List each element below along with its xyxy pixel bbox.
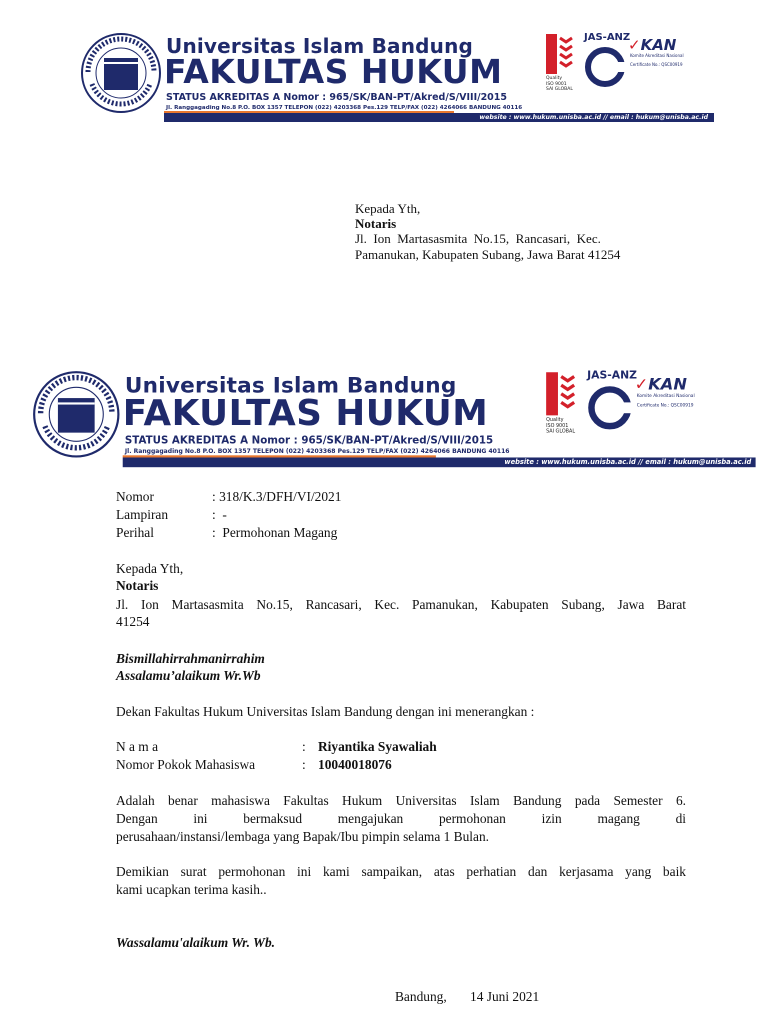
- accreditation-status: STATUS AKREDITAS A Nomor : 965/SK/BAN-PT/Akred/S/VIII/2015: [166, 92, 508, 103]
- jas-anz-mark-icon: [584, 46, 626, 88]
- salam-opening: Assalamu’alaikum Wr.Wb: [116, 668, 261, 683]
- student-name-colon: :: [302, 739, 306, 754]
- sai-global-text: Quality ISO 9001 SAI GLOBAL: [546, 76, 573, 92]
- kan-subtitle: Komite Akreditasi Nasional: [630, 53, 684, 58]
- university-seal-icon: [80, 32, 162, 114]
- paragraph1-line3: perusahaan/instansi/lembaga yang Bapak/Ibu pimpin selama 1 Bulan.: [116, 829, 489, 844]
- kan-logo: ✓KAN: [628, 36, 677, 54]
- kan-logo: ✓KAN: [634, 374, 687, 394]
- letter-address-line2: 41254: [116, 614, 150, 629]
- student-name-label: N a m a: [116, 739, 159, 754]
- university-name: Universitas Islam Bandung: [124, 372, 457, 399]
- letterhead-top: [80, 32, 714, 122]
- meta-label-nomor: Nomor: [116, 489, 154, 504]
- paragraph2-line2: kami ucapkan terima kasih..: [116, 882, 267, 897]
- place-label: Bandung,: [395, 989, 447, 1004]
- student-name-value: Riyantika Syawaliah: [318, 739, 437, 754]
- meta-label-perihal: Perihal: [116, 525, 154, 540]
- jas-anz-logo: JAS-ANZ: [587, 370, 637, 382]
- meta-label-lampiran: Lampiran: [116, 507, 169, 522]
- meta-value-lampiran: : -: [212, 507, 227, 522]
- meta-value-perihal: : Permohonan Magang: [212, 525, 338, 540]
- bismillah: Bismillahirrahmanirrahim: [116, 651, 265, 666]
- kan-subtitle: Komite Akreditasi Nasional: [636, 392, 695, 399]
- sai-global-text: Quality ISO 9001 SAI GLOBAL: [546, 417, 576, 435]
- letter-recipient: Notaris: [116, 578, 159, 593]
- faculty-address: Jl. Ranggagading No.8 P.O. BOX 1357 TELEPON (022) 4203368 Pes.129 TELP/FAX (022) 4264066 BANDUNG 40116: [124, 448, 510, 456]
- university-seal-icon: [32, 370, 121, 459]
- envelope-address-line2: Pamanukan, Kabupaten Subang, Jawa Barat 41254: [355, 247, 621, 262]
- university-name: Universitas Islam Bandung: [166, 34, 474, 58]
- paragraph2-line1: Demikian surat permohonan ini kami sampaikan, atas perhatian dan kerjasama yang baik: [116, 864, 686, 879]
- paragraph1-line2: Dengan ini bermaksud mengajukan permohonan izin magang di: [116, 811, 686, 826]
- accreditation-status: STATUS AKREDITAS A Nomor : 965/SK/BAN-PT/Akred/S/VIII/2015: [124, 434, 494, 447]
- letter-date: 14 Juni 2021: [470, 989, 540, 1004]
- letterhead-main: [32, 370, 768, 467]
- certificate-number: Certificate No.: QSC00919: [636, 402, 694, 408]
- jas-anz-logo: JAS-ANZ: [584, 32, 631, 43]
- letter-address-line1: Jl. Ion Martasasmita No.15, Rancasari, Kec. Pamanukan, Kabupaten Subang, Jawa Barat: [116, 597, 686, 612]
- envelope-to-label: Kepada Yth,: [355, 201, 421, 216]
- envelope-recipient: Notaris: [355, 216, 397, 231]
- faculty-address: Jl. Ranggagading No.8 P.O. BOX 1357 TELEPON (022) 4203368 Pes.129 TELP/FAX (022) 4264066 BANDUNG 40116: [166, 105, 523, 111]
- faculty-name: FAKULTAS HUKUM: [164, 52, 503, 91]
- certificate-number: Certificate No.: QSC00919: [630, 62, 683, 67]
- paragraph1-line1: Adalah benar mahasiswa Fakultas Hukum Universitas Islam Bandung pada Semester 6.: [116, 793, 686, 808]
- student-npm-colon: :: [302, 757, 306, 772]
- student-npm-label: Nomor Pokok Mahasiswa: [116, 757, 256, 772]
- website-email: website : www.hukum.unisba.ac.id // email : hukum@unisba.ac.id: [479, 114, 708, 121]
- student-npm-value: 10040018076: [318, 757, 392, 772]
- meta-value-nomor: : 318/K.3/DFH/VI/2021: [212, 489, 342, 504]
- intro-sentence: Dekan Fakultas Hukum Universitas Islam Bandung dengan ini menerangkan :: [116, 704, 535, 719]
- jas-anz-mark-icon: [587, 385, 632, 430]
- website-email: website : www.hukum.unisba.ac.id // email : hukum@unisba.ac.id: [504, 458, 752, 467]
- envelope-address-line1: Jl. Ion Martasasmita No.15, Rancasari, Kec.: [355, 231, 601, 246]
- letter-to-label: Kepada Yth,: [116, 561, 184, 576]
- faculty-name: FAKULTAS HUKUM: [122, 391, 489, 434]
- closing-salam: Wassalamu'alaikum Wr. Wb.: [116, 935, 276, 950]
